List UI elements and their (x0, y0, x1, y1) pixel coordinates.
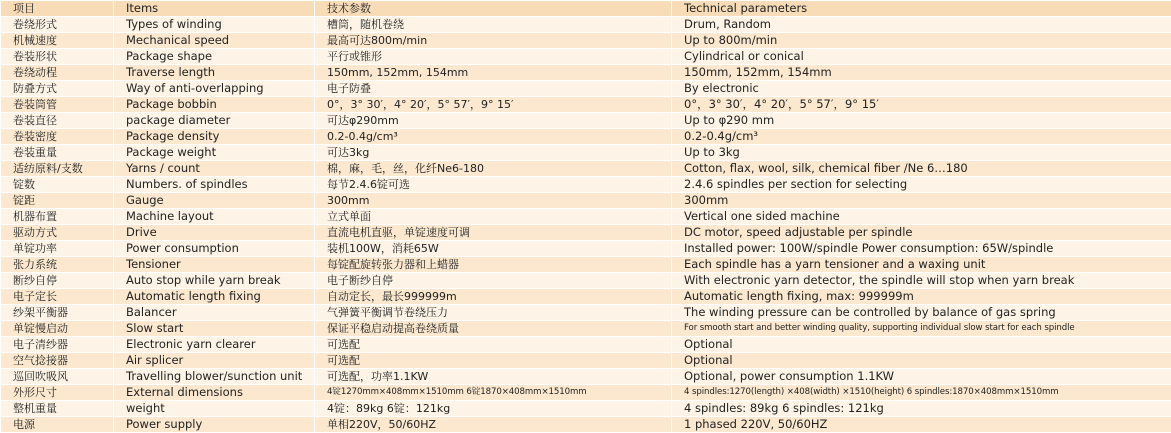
row-item-en: package diameter (114, 113, 315, 129)
row-item-en: Power consumption (114, 241, 315, 257)
row-item-cn: 卷装直径 (1, 113, 114, 129)
row-item-en: Traverse length (114, 65, 315, 81)
row-value-cn: 保证平稳启动提高卷绕质量 (315, 321, 672, 337)
table-row (1, 417, 1171, 433)
table-row (1, 65, 1171, 81)
row-item-cn: 电源 (1, 417, 114, 433)
row-item-cn: 锭距 (1, 193, 114, 209)
header-param-en: Technical parameters (672, 1, 1171, 17)
row-value-cn: 棉，麻，毛，丝，化纤Ne6-180 (315, 161, 672, 177)
row-value-en: 4 spindles:1270(length) ×408(width) ×1510(height) 6 spindles:1870×408mm×1510mm (672, 385, 1171, 401)
table-row (1, 33, 1171, 49)
row-item-cn: 整机重量 (1, 401, 114, 417)
row-item-cn: 外形尺寸 (1, 385, 114, 401)
row-value-cn: 每锭配旋转张力器和上蜡器 (315, 257, 672, 273)
row-value-cn: 可达3kg (315, 145, 672, 161)
table-row (1, 401, 1171, 417)
row-item-cn: 机器布置 (1, 209, 114, 225)
row-value-cn: 自动定长，最长999999m (315, 289, 672, 305)
table-row (1, 369, 1171, 385)
row-value-cn: 最高可达800m/min (315, 33, 672, 49)
table-row (1, 353, 1171, 369)
table-row (1, 273, 1171, 289)
row-value-en: 2.4.6 spindles per section for selecting (672, 177, 1171, 193)
table-row (1, 177, 1171, 193)
row-value-en: By electronic (672, 81, 1171, 97)
row-value-cn: 4锭1270mm×408mm×1510mm 6锭1870×408mm×1510mm (315, 385, 672, 401)
row-item-cn: 张力系统 (1, 257, 114, 273)
row-item-en: Automatic length fixing (114, 289, 315, 305)
table-row (1, 385, 1171, 401)
row-value-en: Vertical one sided machine (672, 209, 1171, 225)
table-header-row (1, 1, 1171, 17)
table-row (1, 81, 1171, 97)
row-value-en: 1 phased 220V, 50/60HZ (672, 417, 1171, 433)
row-item-en: Machine layout (114, 209, 315, 225)
row-item-en: Types of winding (114, 17, 315, 33)
row-item-en: Package weight (114, 145, 315, 161)
row-value-en: The winding pressure can be controlled by balance of gas spring (672, 305, 1171, 321)
row-item-en: Electronic yarn clearer (114, 337, 315, 353)
row-value-en: 0.2-0.4g/cm³ (672, 129, 1171, 145)
row-value-en: 4 spindles: 89kg 6 spindles: 121kg (672, 401, 1171, 417)
table-row (1, 209, 1171, 225)
row-value-cn: 0°，3° 30′，4° 20′，5° 57′，9° 15′ (315, 97, 672, 113)
table-row (1, 321, 1171, 337)
row-item-cn: 空气捻接器 (1, 353, 114, 369)
row-item-en: Power supply (114, 417, 315, 433)
row-item-cn: 机械速度 (1, 33, 114, 49)
row-value-en: 300mm (672, 193, 1171, 209)
table-row (1, 305, 1171, 321)
row-value-en: DC motor, speed adjustable per spindle (672, 225, 1171, 241)
row-item-cn: 电子清纱器 (1, 337, 114, 353)
row-item-en: Auto stop while yarn break (114, 273, 315, 289)
row-item-en: Package density (114, 129, 315, 145)
row-value-en: Cotton, flax, wool, silk, chemical fiber /Ne 6…180 (672, 161, 1171, 177)
table-row (1, 113, 1171, 129)
header-item-cn: 项目 (1, 1, 114, 17)
row-value-en: Drum, Random (672, 17, 1171, 33)
table-row (1, 289, 1171, 305)
row-item-cn: 单锭功率 (1, 241, 114, 257)
row-value-cn: 4锭：89kg 6锭：121kg (315, 401, 672, 417)
row-item-cn: 巡回吹吸风 (1, 369, 114, 385)
row-value-cn: 可选配 (315, 337, 672, 353)
row-value-en: Cylindrical or conical (672, 49, 1171, 65)
row-value-en: Each spindle has a yarn tensioner and a waxing unit (672, 257, 1171, 273)
row-value-cn: 装机100W，消耗65W (315, 241, 672, 257)
table-row (1, 241, 1171, 257)
row-item-cn: 防叠方式 (1, 81, 114, 97)
row-value-cn: 电子防叠 (315, 81, 672, 97)
row-item-cn: 卷装形状 (1, 49, 114, 65)
table-row (1, 161, 1171, 177)
table-row (1, 225, 1171, 241)
row-item-en: Mechanical speed (114, 33, 315, 49)
row-value-cn: 每节2.4.6锭可选 (315, 177, 672, 193)
row-value-en: Up to φ290 mm (672, 113, 1171, 129)
row-item-cn: 卷绕形式 (1, 17, 114, 33)
row-value-cn: 可选配，功率1.1KW (315, 369, 672, 385)
row-value-en: Automatic length fixing, max: 999999m (672, 289, 1171, 305)
row-value-cn: 直流电机直驱，单锭速度可调 (315, 225, 672, 241)
row-item-en: Yarns / count (114, 161, 315, 177)
row-item-en: Tensioner (114, 257, 315, 273)
row-item-en: Package shape (114, 49, 315, 65)
table-row (1, 257, 1171, 273)
row-item-cn: 断纱自停 (1, 273, 114, 289)
row-item-cn: 锭数 (1, 177, 114, 193)
table-row (1, 97, 1171, 113)
row-item-en: Way of anti-overlapping (114, 81, 315, 97)
row-value-en: Optional (672, 337, 1171, 353)
row-item-en: Slow start (114, 321, 315, 337)
row-item-en: Balancer (114, 305, 315, 321)
table-row (1, 193, 1171, 209)
table-row (1, 337, 1171, 353)
table-row (1, 129, 1171, 145)
row-value-cn: 单相220V，50/60HZ (315, 417, 672, 433)
row-item-cn: 卷装重量 (1, 145, 114, 161)
spec-table-body (1, 1, 1171, 433)
row-item-cn: 电子定长 (1, 289, 114, 305)
row-value-cn: 150mm, 152mm, 154mm (315, 65, 672, 81)
row-item-cn: 卷装密度 (1, 129, 114, 145)
row-value-cn: 电子断纱自停 (315, 273, 672, 289)
row-item-en: External dimensions (114, 385, 315, 401)
row-value-en: With electronic yarn detector, the spindle will stop when yarn break (672, 273, 1171, 289)
row-item-en: Drive (114, 225, 315, 241)
header-item-en: Items (114, 1, 315, 17)
row-item-cn: 纱架平衡器 (1, 305, 114, 321)
row-value-cn: 立式单面 (315, 209, 672, 225)
row-value-en: Up to 800m/min (672, 33, 1171, 49)
row-item-cn: 卷装筒管 (1, 97, 114, 113)
row-value-en: Optional (672, 353, 1171, 369)
row-value-en: 150mm, 152mm, 154mm (672, 65, 1171, 81)
row-value-cn: 平行或锥形 (315, 49, 672, 65)
row-item-en: Package bobbin (114, 97, 315, 113)
row-item-en: Gauge (114, 193, 315, 209)
row-value-en: For smooth start and better winding quality, supporting individual slow start for each spindle (672, 321, 1171, 337)
row-value-cn: 0.2-0.4g/cm³ (315, 129, 672, 145)
row-value-en: Up to 3kg (672, 145, 1171, 161)
row-value-cn: 可达φ290mm (315, 113, 672, 129)
row-value-cn: 可选配 (315, 353, 672, 369)
header-param-cn: 技术参数 (315, 1, 672, 17)
row-item-cn: 驱动方式 (1, 225, 114, 241)
row-item-cn: 适纺原料/支数 (1, 161, 114, 177)
row-value-cn: 气弹簧平衡调节卷绕压力 (315, 305, 672, 321)
row-value-cn: 槽筒，随机卷绕 (315, 17, 672, 33)
row-item-cn: 单锭慢启动 (1, 321, 114, 337)
row-value-en: 0°，3° 30′，4° 20′，5° 57′，9° 15′ (672, 97, 1171, 113)
row-value-cn: 300mm (315, 193, 672, 209)
table-row (1, 17, 1171, 33)
row-item-en: Travelling blower/sunction unit (114, 369, 315, 385)
table-row (1, 49, 1171, 65)
table-row (1, 145, 1171, 161)
row-item-en: Numbers. of spindles (114, 177, 315, 193)
row-value-en: Installed power: 100W/spindle Power consumption: 65W/spindle (672, 241, 1171, 257)
row-item-cn: 卷绕动程 (1, 65, 114, 81)
row-item-en: weight (114, 401, 315, 417)
row-item-en: Air splicer (114, 353, 315, 369)
row-value-en: Optional, power consumption 1.1KW (672, 369, 1171, 385)
